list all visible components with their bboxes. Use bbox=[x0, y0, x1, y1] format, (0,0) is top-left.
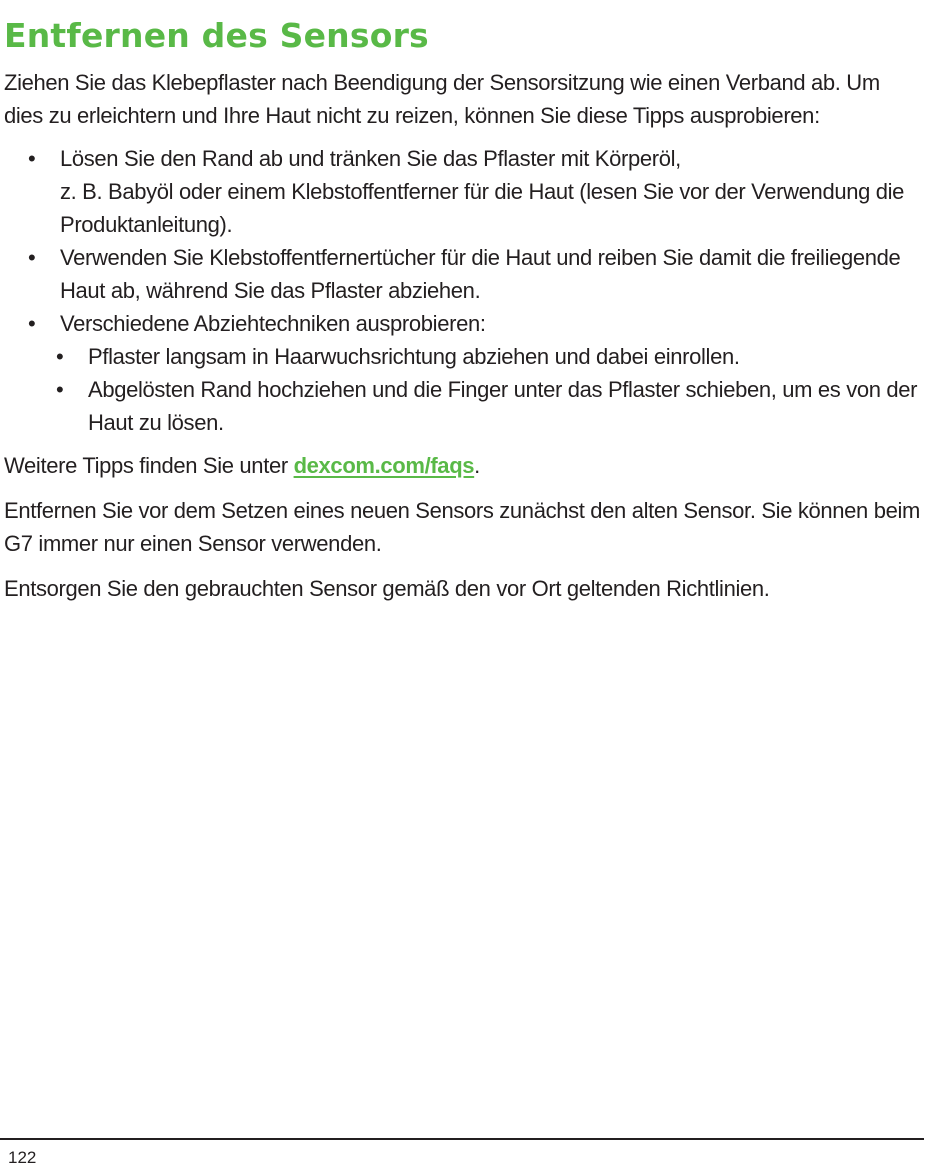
technique-text: Abgelösten Rand hochziehen und die Finger unter das Pflaster schieben, um es von der Haut zu lösen. bbox=[88, 377, 918, 435]
remove-old-sensor-paragraph: Entfernen Sie vor dem Setzen eines neuen Sensors zunächst den alten Sensor. Sie können beim G7 immer nur einen Sensor verwenden. bbox=[4, 498, 920, 556]
bullet-icon: • bbox=[56, 344, 64, 369]
list-item bbox=[4, 142, 924, 241]
bullet-icon: • bbox=[56, 377, 64, 402]
page-number: 122 bbox=[8, 1148, 37, 1167]
list-item bbox=[4, 241, 924, 307]
tip-text: Verschiedene Abziehtechniken ausprobieren: bbox=[60, 311, 486, 336]
list-item bbox=[56, 340, 924, 373]
bullet-icon: • bbox=[28, 245, 36, 270]
tip-text: Verwenden Sie Klebstoffentfernertücher für die Haut und reiben Sie damit die freiliegende Haut ab, während Sie das Pflaster abziehen. bbox=[60, 245, 901, 303]
list-item bbox=[4, 307, 924, 439]
tip-text-continued: z. B. Babyöl oder einem Klebstoffentferner für die Haut (lesen Sie vor der Verwendung die Produktanleitung). bbox=[60, 179, 905, 237]
bullet-icon: • bbox=[28, 311, 36, 336]
tip-text: Lösen Sie den Rand ab und tränken Sie das Pflaster mit Körperöl, bbox=[60, 146, 681, 171]
technique-text: Pflaster langsam in Haarwuchsrichtung abziehen und dabei einrollen. bbox=[88, 344, 740, 369]
tips-list bbox=[4, 142, 924, 439]
bullet-icon: • bbox=[28, 146, 36, 171]
more-tips-prefix: Weitere Tipps finden Sie unter bbox=[4, 453, 294, 478]
page-content bbox=[4, 14, 924, 605]
dispose-sensor-paragraph: Entsorgen Sie den gebrauchten Sensor gemäß den vor Ort geltenden Richtlinien. bbox=[4, 576, 770, 601]
faqs-link[interactable]: dexcom.com/faqs bbox=[293, 453, 475, 478]
intro-paragraph: Ziehen Sie das Klebepflaster nach Beendigung der Sensorsitzung wie einen Verband ab. Um dies zu erleichtern und Ihre Haut nicht zu reizen, können Sie diese Tipps ausprobieren: bbox=[4, 70, 880, 128]
list-item bbox=[56, 373, 924, 439]
technique-sublist bbox=[56, 340, 924, 439]
more-tips-line bbox=[4, 449, 924, 482]
page-title: Entfernen des Sensors bbox=[4, 16, 429, 55]
footer-divider bbox=[0, 1138, 924, 1140]
more-tips-suffix: . bbox=[474, 453, 480, 478]
